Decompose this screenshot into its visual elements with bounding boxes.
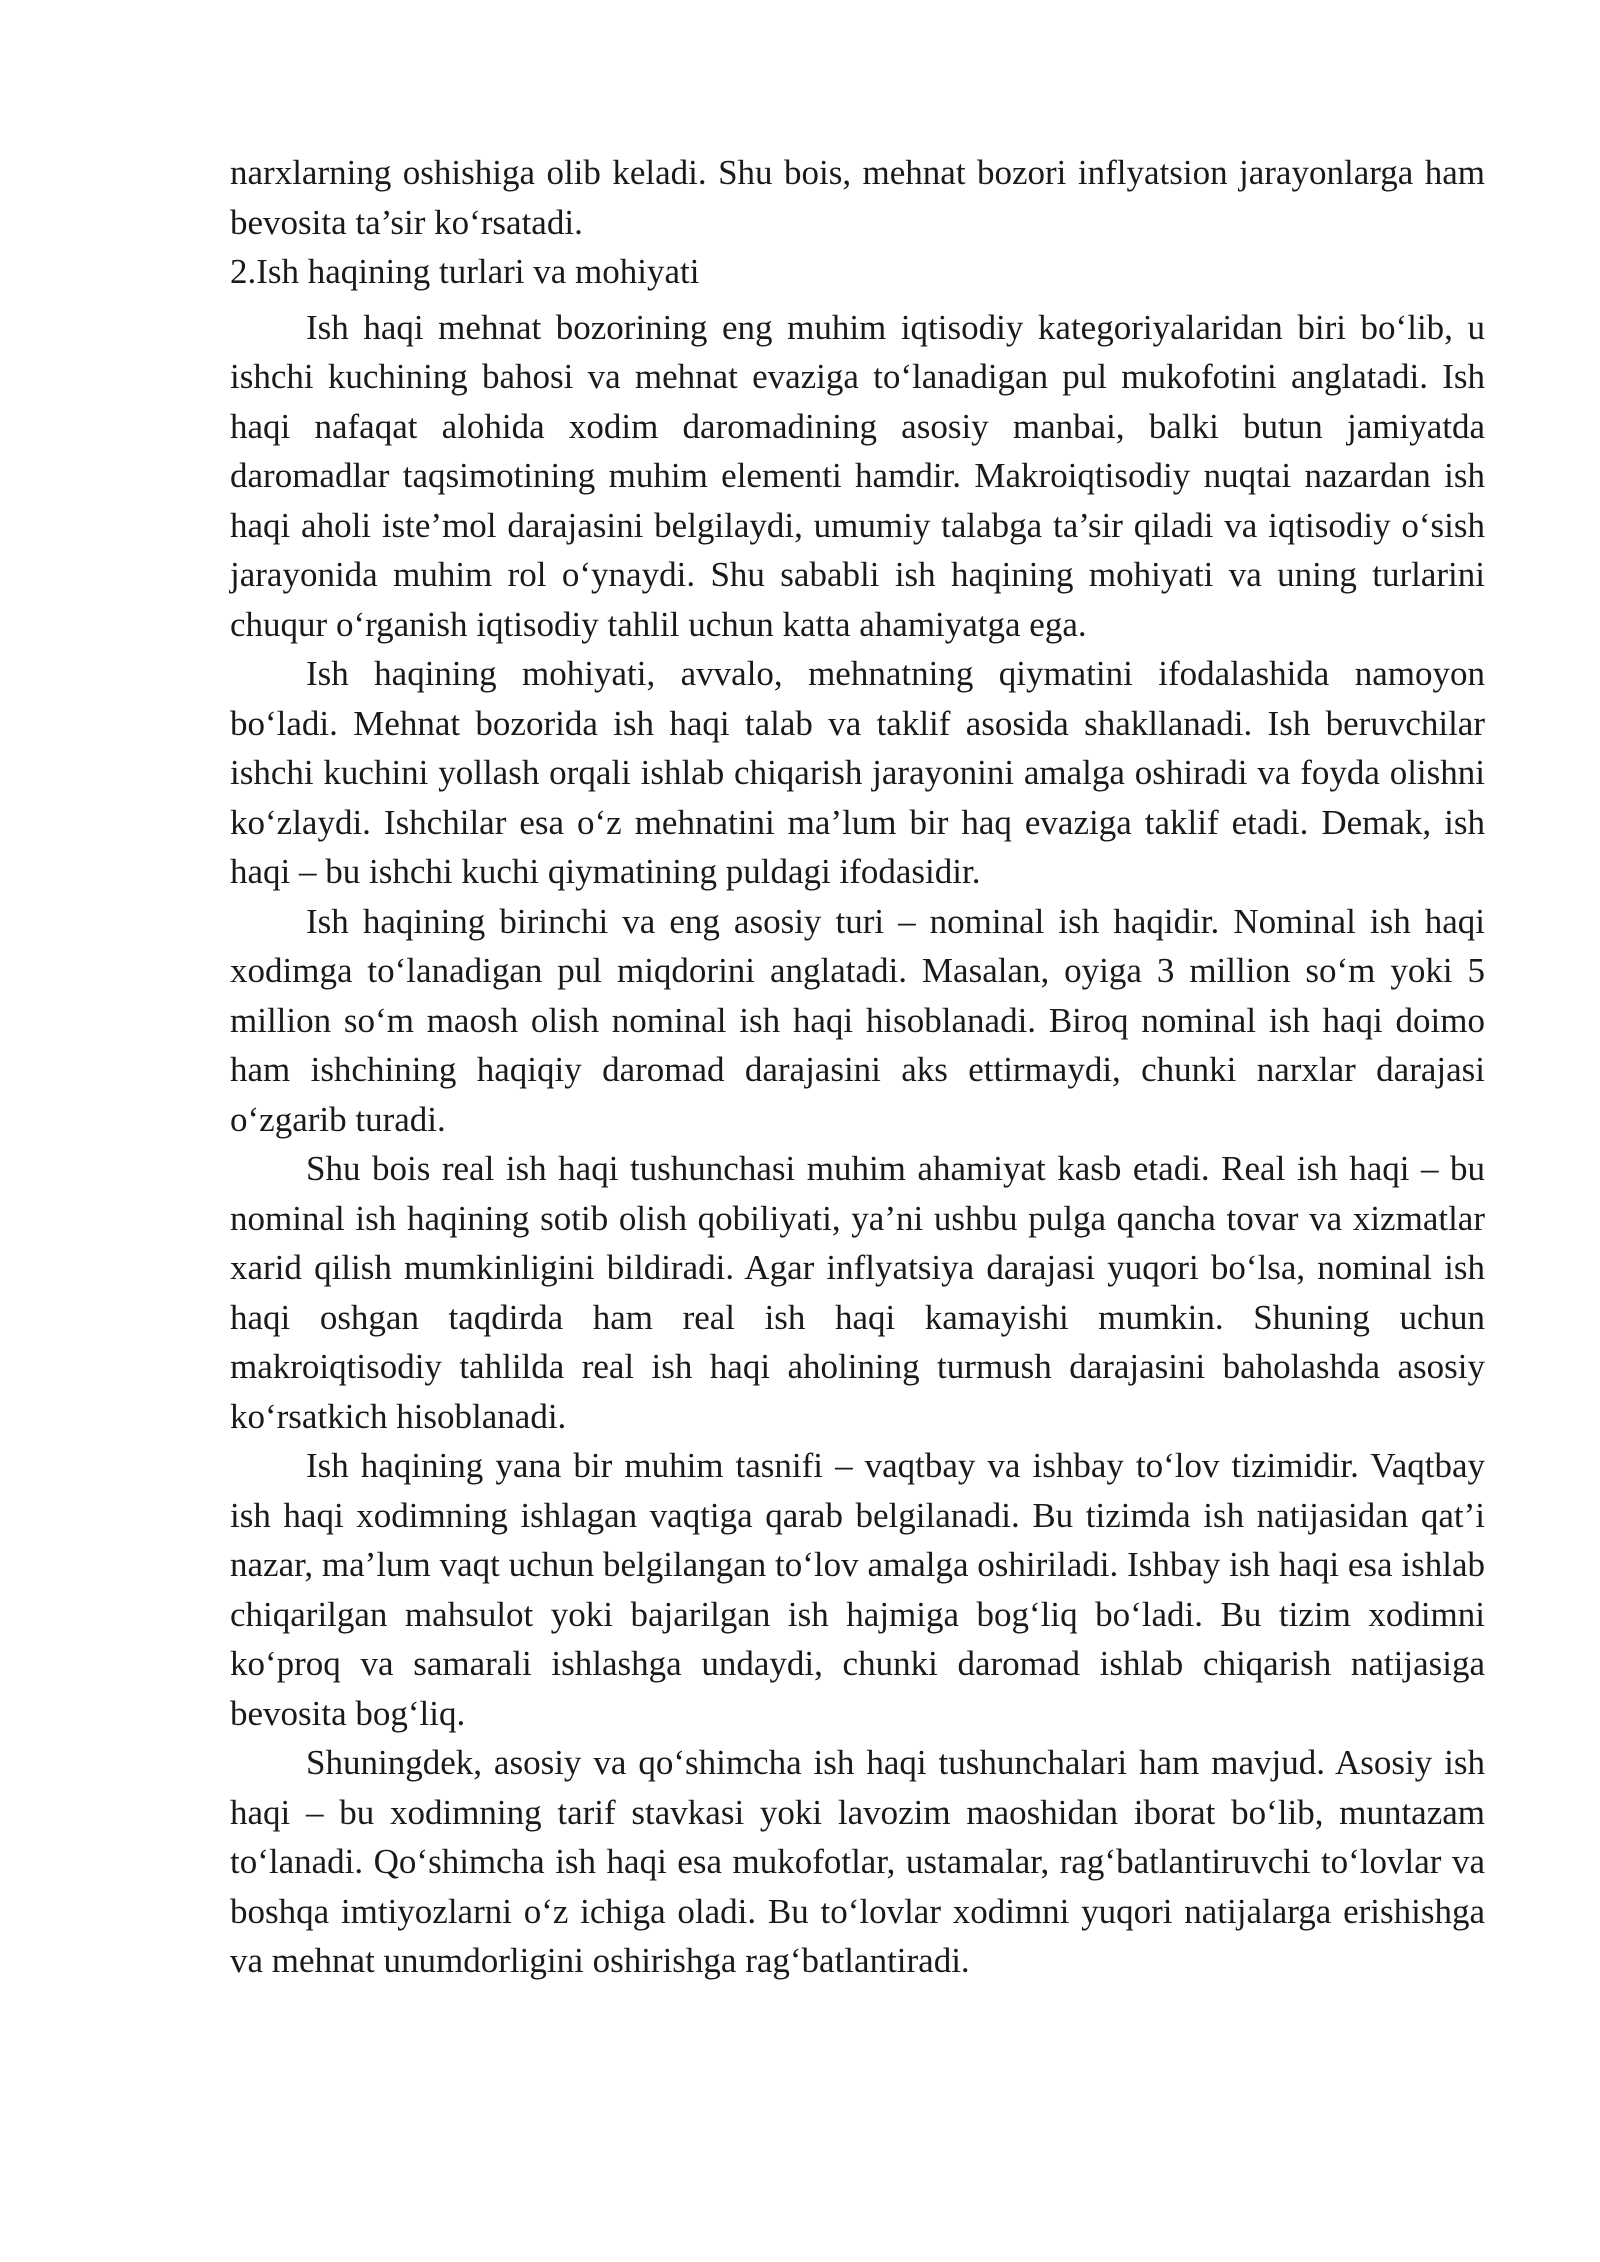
body-paragraph-6: Shuningdek, asosiy va qo‘shimcha ish haqi tushunchalari ham mavjud. Asosiy ish haqi – bu xodimning tarif stavkasi yoki lavozim maoshidan iborat bo‘lib, muntazam to‘lanadi. Qo‘shimcha ish haqi esa mukofotlar, ustamalar, rag‘batlantiruvchi to‘lovlar va boshqa imtiyozlarni o‘z ichiga oladi. Bu to‘lovlar xodimni yuqori natijalarga erishishga va mehnat unumdorligini oshirishga rag‘batlantiradi. <box>230 1743 1485 1980</box>
body-paragraph-4: Shu bois real ish haqi tushunchasi muhim ahamiyat kasb etadi. Real ish haqi – bu nominal ish haqining sotib olish qobiliyati, ya’ni ushbu pulga qancha tovar va xizmatlar xarid qilish mumkinligini bildiradi. Agar inflyatsiya darajasi yuqori bo‘lsa, nominal ish haqi oshgan taqdirda ham real ish haqi kamayishi mumkin. Shuning uchun makroiqtisodiy tahlilda real ish haqi aholining turmush darajasini baholashda asosiy ko‘rsatkich hisoblanadi. <box>230 1149 1485 1436</box>
section-heading: 2.Ish haqining turlari va mohiyati <box>230 252 700 291</box>
body-paragraph-3: Ish haqining birinchi va eng asosiy turi – nominal ish haqidir. Nominal ish haqi xodimga to‘lanadigan pul miqdorini anglatadi. Masalan, oyiga 3 million so‘m yoki 5 million so‘m maosh olish nominal ish haqi hisoblanadi. Biroq nominal ish haqi doimo ham ishchining haqiqiy daromad darajasini aks ettirmaydi, chunki narxlar darajasi o‘zgarib turadi. <box>230 901 1485 1139</box>
body-paragraph-5: Ish haqining yana bir muhim tasnifi – vaqtbay va ishbay to‘lov tizimidir. Vaqtbay ish haqi xodimning ishlagan vaqtiga qarab belgilanadi. Bu tizimda ish natijasidan qat’i nazar, ma’lum vaqt uchun belgilangan to‘lov amalga oshiriladi. Ishbay ish haqi esa ishlab chiqarilgan mahsulot yoki bajarilgan ish hajmiga bog‘liq bo‘ladi. Bu tizim xodimni ko‘proq va samarali ishlashga undaydi, chunki daromad ishlab chiqarish natijasiga bevosita bog‘liq. <box>230 1446 1485 1733</box>
body-paragraph-1: Ish haqi mehnat bozorining eng muhim iqtisodiy kategoriyalaridan biri bo‘lib, u ishchi kuchining bahosi va mehnat evaziga to‘lanadigan pul mukofotini anglatadi. Ish haqi nafaqat alohida xodim daromadining asosiy manbai, balki butun jamiyatda daromadlar taqsimotining muhim elementi hamdir. Makroiqtisodiy nuqtai nazardan ish haqi aholi iste’mol darajasini belgilaydi, umumiy talabga ta’sir qiladi va iqtisodiy o‘sish jarayonida muhim rol o‘ynaydi. Shu sababli ish haqining mohiyati va uning turlarini chuqur o‘rganish iqtisodiy tahlil uchun katta ahamiyatga ega. <box>230 307 1485 644</box>
document-page <box>230 148 1485 1986</box>
intro-paragraph: narxlarning oshishiga olib keladi. Shu bois, mehnat bozori inflyatsion jarayonlarga ham bevosita ta’sir ko‘rsatadi. <box>230 153 1485 242</box>
body-paragraph-2: Ish haqining mohiyati, avvalo, mehnatning qiymatini ifodalashida namoyon bo‘ladi. Mehnat bozorida ish haqi talab va taklif asosida shakllanadi. Ish beruvchilar ishchi kuchini yollash orqali ishlab chiqarish jarayonini amalga oshiradi va foyda olishni ko‘zlaydi. Ishchilar esa o‘z mehnatini ma’lum bir haq evaziga taklif etadi. Demak, ish haqi – bu ishchi kuchi qiymatining puldagi ifodasidir. <box>230 654 1485 891</box>
